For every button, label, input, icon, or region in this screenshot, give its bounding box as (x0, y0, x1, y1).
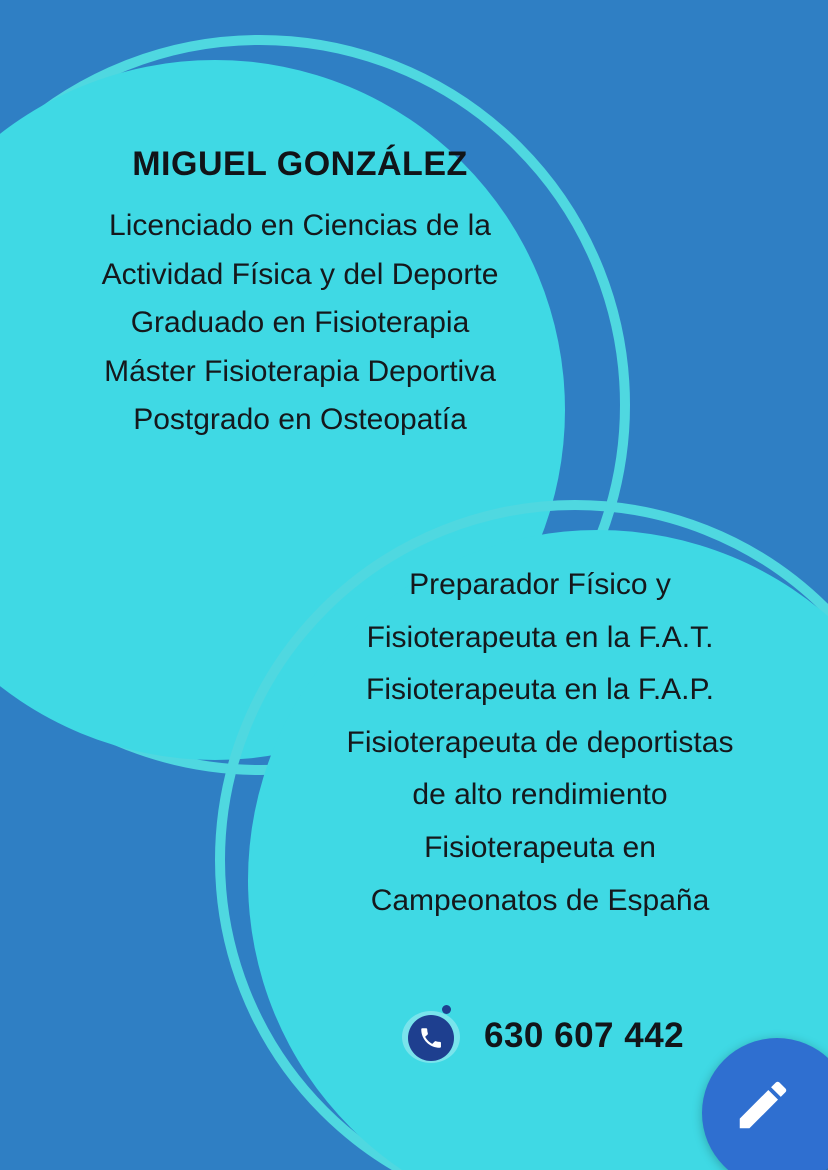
experience-line: Preparador Físico y (409, 568, 671, 601)
phone-row[interactable] (400, 1005, 684, 1067)
experience-line: Fisioterapeuta de deportistas (346, 725, 734, 759)
credential-line: Máster Fisioterapia Deportiva (104, 354, 496, 388)
phone-icon-dot (442, 1005, 451, 1014)
person-name: MIGUEL GONZÁLEZ (132, 145, 468, 183)
phone-icon (400, 1005, 462, 1067)
phone-number[interactable]: 630 607 442 (484, 1016, 685, 1055)
experience-line: Campeonatos de España (370, 883, 710, 917)
experience-line: Fisioterapeuta en (424, 830, 656, 864)
credentials-block (10, 145, 590, 449)
credential-line: Postgrado en Osteopatía (133, 403, 467, 437)
credential-line: Graduado en Fisioterapia (130, 306, 470, 340)
experience-line: de alto rendimiento (412, 778, 668, 812)
phone-icon-disc (408, 1015, 454, 1061)
credential-line: Actividad Física y del Deporte (101, 257, 499, 291)
credential-line: Licenciado en Ciencias de la (109, 209, 491, 242)
pencil-icon (732, 1074, 794, 1136)
experience-block (255, 565, 825, 933)
experience-line: Fisioterapeuta en la F.A.T. (366, 620, 714, 654)
experience-line: Fisioterapeuta en la F.A.P. (366, 673, 714, 707)
